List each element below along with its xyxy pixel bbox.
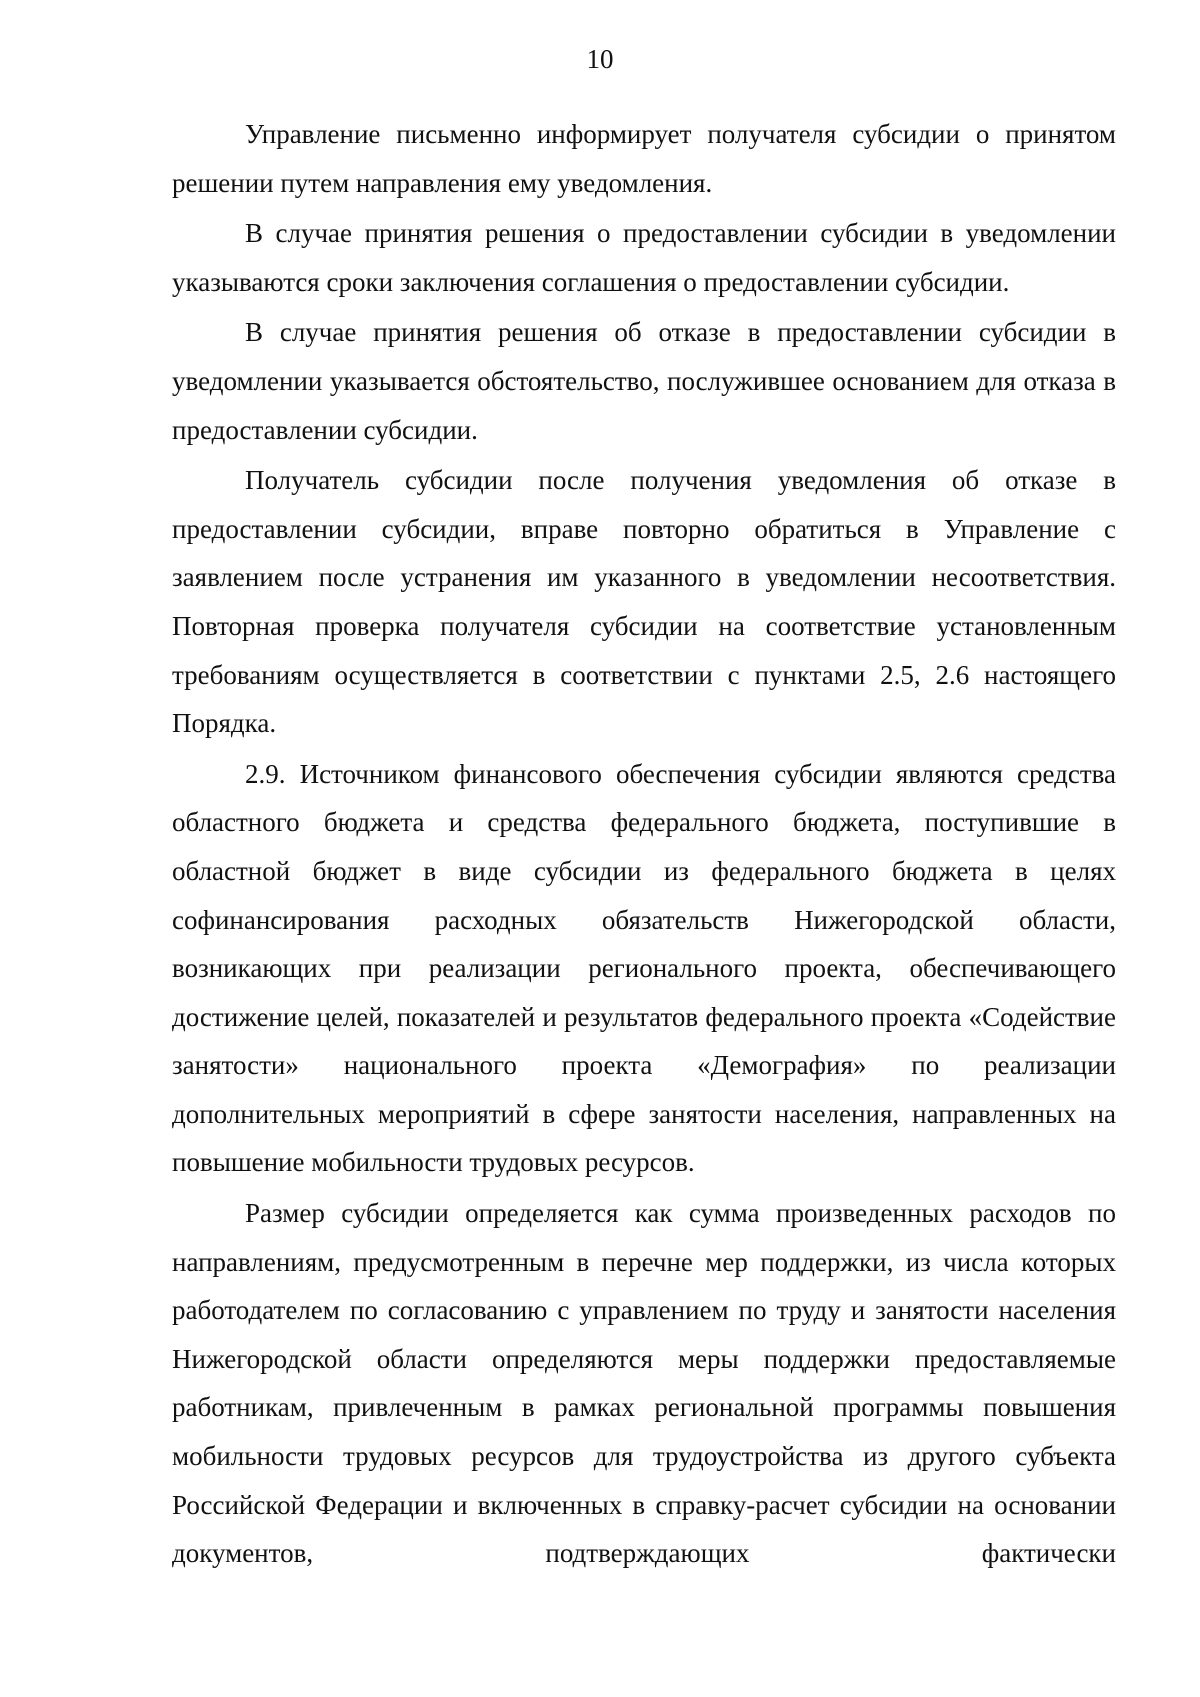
paragraph-refusal-case: В случае принятия решения об отказе в предоставлении субсидии в уведомлении указывается обстоятельство, послужившее основанием для отказа в предоставлении субсидии. (172, 317, 1116, 445)
paragraph-approval-case: В случае принятия решения о предоставлении субсидии в уведомлении указываются сроки заключения соглашения о предоставлении субсидии. (172, 218, 1116, 297)
paragraph-notification-info: Управление письменно информирует получателя субсидии о принятом решении путем направления ему уведомления. (172, 119, 1116, 198)
paragraph-funding-source: 2.9. Источником финансового обеспечения субсидии являются средства областного бюджета и средства федерального бюджета, поступившие в областной бюджет в виде субсидии из федерального бюджета в целях софинансирования расходных обязательств Нижегородской области, возникающих при реализации регионального проекта, обеспечивающего достижение целей, показателей и результатов федерального проекта «Содействие занятости» национального проекта «Демография» по реализации дополнительных мероприятий в сфере занятости населения, направленных на повышение мобильности трудовых ресурсов. (172, 758, 1116, 1178)
page-number: 10 (586, 44, 614, 74)
paragraph-repeat-application: Получатель субсидии после получения уведомления об отказе в предоставлении субсидии, вправе повторно обратиться в Управление с заявлением после устранения им указанного в уведомлении несоответствия. Повторная проверка получателя субсидии на соответствие установленным требованиям осуществляется в соответствии с пунктами 2.5, 2.6 настоящего Порядка. (172, 465, 1116, 739)
paragraph-subsidy-amount: Размер субсидии определяется как сумма произведенных расходов по направлениям, предусмотренным в перечне мер поддержки, из числа которых работодателем по согласованию с управлением по труду и занятости населения Нижегородской области определяются меры поддержки предоставляемые работникам, привлеченным в рамках региональной программы повышения мобильности трудовых ресурсов для трудоустройства из другого субъекта Российской Федерации и включенных в справку-расчет субсидии на основании документов, подтверждающих фактически (172, 1198, 1116, 1569)
document-body (172, 110, 1116, 1578)
